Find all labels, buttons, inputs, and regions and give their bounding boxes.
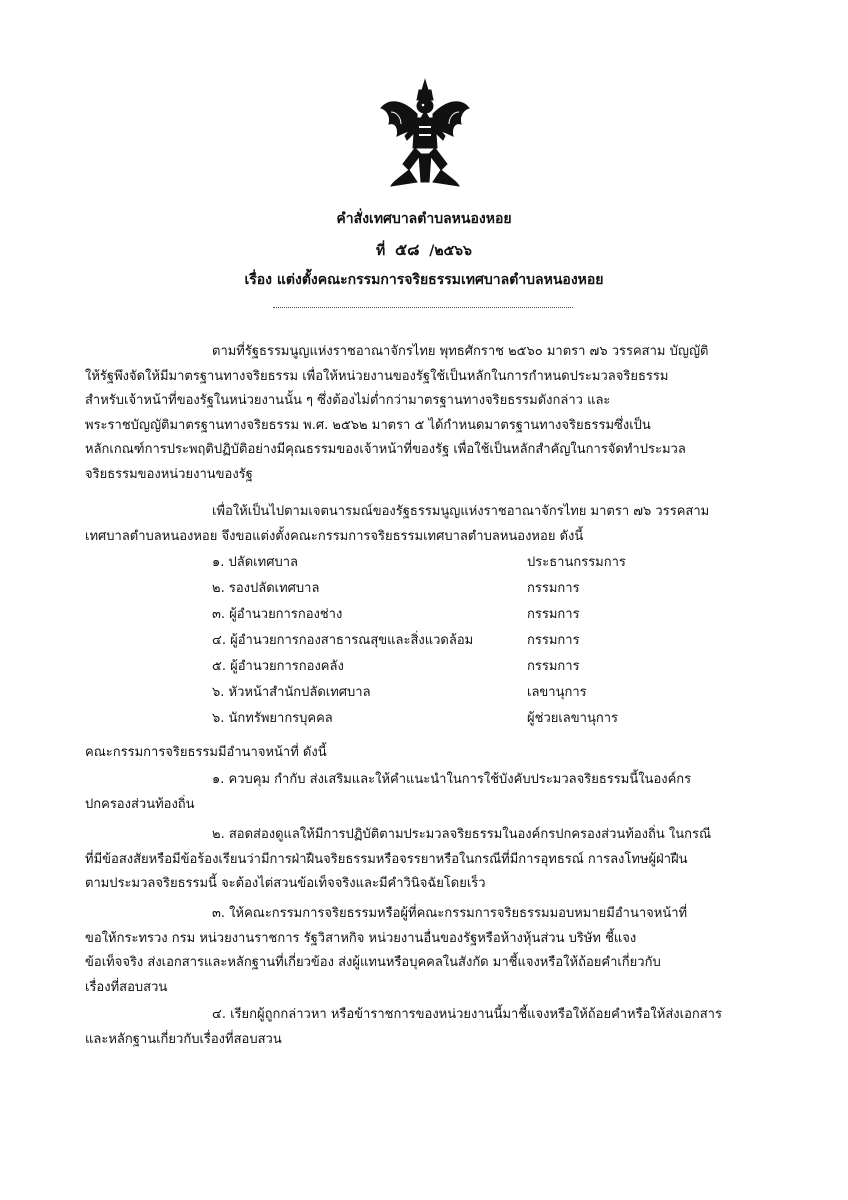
member-role: ประธานกรรมการ [527, 555, 626, 570]
member-name: ๕. ผู้อำนวยการกองคลัง [212, 659, 344, 674]
duties-heading [85, 741, 327, 766]
paragraph-line: พระราชบัญญัติมาตรฐานทางจริยธรรม พ.ศ. ๒๕๖๒ มาตรา ๕ ได้กำหนดมาตรฐานทางจริยธรรมซึ่งเป็น [85, 417, 651, 433]
member-name: ๓. ผู้อำนวยการกองช่าง [212, 607, 343, 622]
paragraph-1 [85, 340, 708, 487]
dotted-divider [273, 307, 573, 308]
duty-line: ปกครองส่วนท้องถิ่น [85, 796, 195, 812]
duty-3 [85, 902, 687, 1000]
duty-line: ๒. สอดส่องดูแลให้มีการปฏิบัติตามประมวลจริยธรรมในองค์กรปกครองส่วนท้องถิ่น ในกรณี [212, 827, 712, 842]
member-name: ๒. รองปลัดเทศบาล [212, 581, 320, 596]
member-name: ๖. นักทรัพยากรบุคคล [212, 711, 333, 726]
document-number [0, 238, 848, 263]
paragraph-line: ให้รัฐพึงจัดให้มีมาตรฐานทางจริยธรรม เพื่อให้หน่วยงานของรัฐใช้เป็นหลักในการกำหนดประมวลจริยธรรม [85, 368, 669, 384]
member-role: เลขานุการ [527, 685, 587, 700]
member-role: ผู้ช่วยเลขานุการ [527, 711, 618, 726]
duties-heading-text: คณะกรรมการจริยธรรมมีอำนาจหน้าที่ ดังนี้ [85, 745, 327, 760]
member-role: กรรมการ [527, 607, 580, 622]
member-name: ๖. หัวหน้าสำนักปลัดเทศบาล [212, 685, 371, 700]
member-role: กรรมการ [527, 659, 580, 674]
paragraph-line: ตามที่รัฐธรรมนูญแห่งราชอาณาจักรไทย พุทธศักราช ๒๕๖๐ มาตรา ๗๖ วรรคสาม บัญญัติ [212, 344, 709, 359]
paragraph-line: จริยธรรมของหน่วยงานของรัฐ [85, 466, 253, 482]
duty-line: ตามประมวลจริยธรรมนี้ จะต้องไต่สวนข้อเท็จจริงและมีคำวินิจฉัยโดยเร็ว [85, 876, 486, 891]
duty-line: ขอให้กระทรวง กรม หน่วยงานราชการ รัฐวิสาหกิจ หน่วยงานอื่นของรัฐหรือห้างหุ้นส่วน บริษัท ชี้แจง [85, 930, 637, 946]
duty-line: ๔. เรียกผู้ถูกกล่าวหา หรือข้าราชการของหน่วยงานนี้มาชี้แจงหรือให้ถ้อยคำหรือให้ส่งเอกสาร [212, 1007, 722, 1022]
document-title: คำสั่งเทศบาลตำบลหนองหอย [336, 211, 512, 227]
paragraph-line: เพื่อให้เป็นไปตามเจตนารมณ์ของรัฐธรรมนูญแห่งราชอาณาจักรไทย มาตรา ๗๖ วรรคสาม [212, 504, 710, 519]
paragraph-line: หลักเกณฑ์การประพฤติปฏิบัติอย่างมีคุณธรรมของเจ้าหน้าที่ของรัฐ เพื่อใช้เป็นหลักสำคัญในการจัดทำประมวล [85, 442, 686, 457]
duty-line: ที่มีข้อสงสัยหรือมีข้อร้องเรียนว่ามีการฝ่าฝืนจริยธรรมหรือจรรยาหรือในกรณีที่มีการอุทธรณ์ การลงโทษผู้ฝ่าฝืน [85, 851, 688, 867]
number-prefix: ที่ [376, 243, 386, 259]
duty-line: และหลักฐานเกี่ยวกับเรื่องที่สอบสวน [85, 1031, 282, 1047]
duty-line: เรื่องที่สอบสวน [85, 979, 168, 995]
member-role: กรรมการ [527, 633, 580, 648]
duty-line: ๑. ควบคุม กำกับ ส่งเสริมและให้คำแนะนำในการใช้บังคับประมวลจริยธรรมนี้ในองค์กร [212, 772, 692, 787]
number-handwritten: ๕๘ [395, 240, 420, 259]
paragraph-line: สำหรับเจ้าหน้าที่ของรัฐในหน่วยงานนั้น ๆ ซึ่งต้องไม่ต่ำกว่ามาตรฐานทางจริยธรรมดังกล่าว และ [85, 393, 611, 408]
number-suffix: /๒๕๖๖ [429, 243, 472, 259]
duty-1 [85, 768, 691, 817]
member-name: ๑. ปลัดเทศบาล [212, 555, 298, 570]
member-role: กรรมการ [527, 581, 580, 596]
member-name: ๔. ผู้อำนวยการกองสาธารณสุขและสิ่งแวดล้อม [212, 633, 474, 648]
duty-line: ๓. ให้คณะกรรมการจริยธรรมหรือผู้ที่คณะกรรมการจริยธรรมมอบหมายมีอำนาจหน้าที่ [212, 906, 688, 921]
duty-line: ข้อเท็จจริง ส่งเอกสารและหลักฐานที่เกี่ยวข้อง ส่งผู้แทนหรือบุคคลในสังกัด มาชี้แจงหรือให้ถ้อยคำเกี่ยวกับ [85, 955, 661, 970]
duty-4 [85, 1003, 722, 1052]
paragraph-line: เทศบาลตำบลหนองหอย จึงขอแต่งตั้งคณะกรรมการจริยธรรมเทศบาลตำบลหนองหอย ดังนี้ [85, 528, 584, 544]
garuda-emblem-icon [379, 78, 471, 188]
paragraph-2 [85, 500, 709, 549]
document-subject: เรื่อง แต่งตั้งคณะกรรมการจริยธรรมเทศบาลตำบลหนองหอย [244, 272, 604, 288]
duty-2 [85, 823, 711, 897]
